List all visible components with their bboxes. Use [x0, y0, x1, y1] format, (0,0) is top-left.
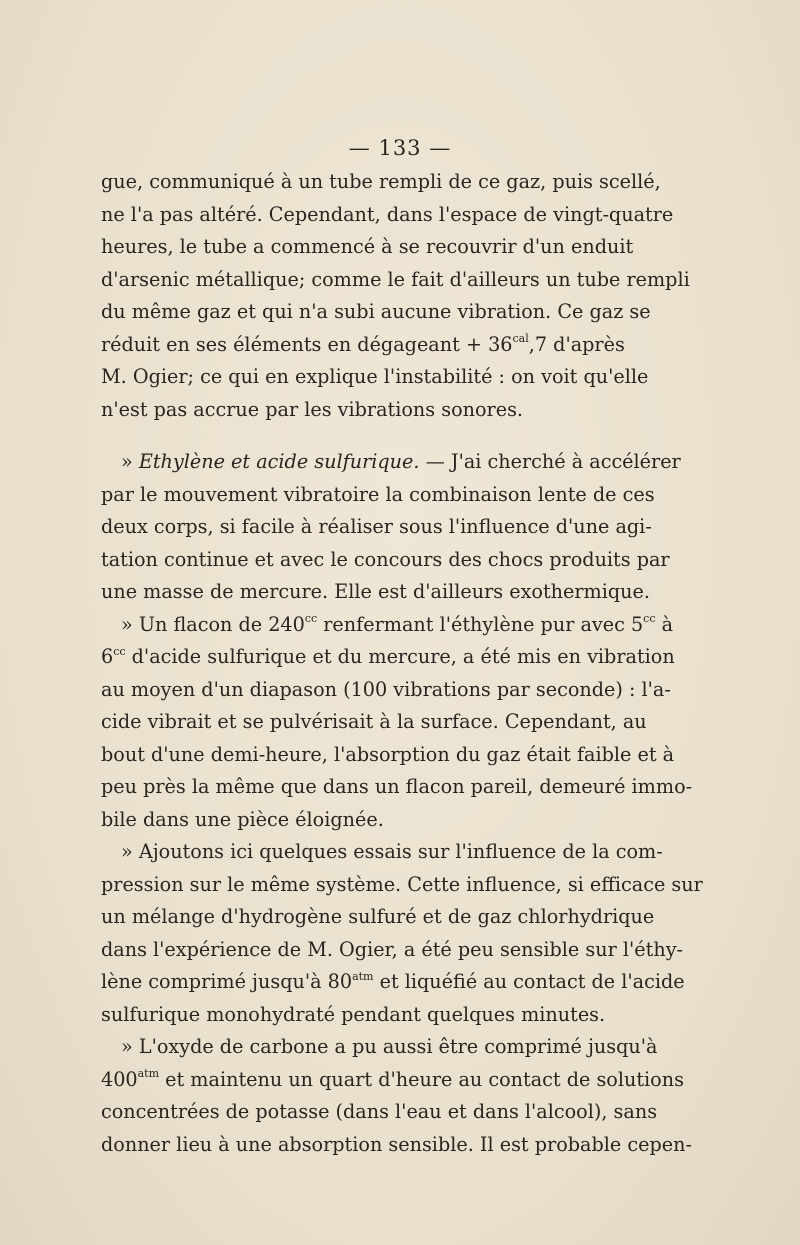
text-line: du même gaz et qui n'a subi aucune vibration. Ce gaz se	[101, 300, 651, 323]
text-line: » Ajoutons ici quelques essais sur l'influence de la com-	[121, 840, 663, 863]
superscript: cal	[512, 332, 529, 346]
text-line: donner lieu à une absorption sensible. Il est probable cepen-	[101, 1132, 692, 1156]
text-line: » L'oxyde de carbone a pu aussi être comprimé jusqu'à	[121, 1035, 658, 1058]
text-line: bile dans une pièce éloignée.	[101, 807, 384, 831]
text-line: une masse de mercure. Elle est d'ailleurs exothermique.	[101, 580, 650, 603]
page-number: — 133 —	[348, 136, 452, 160]
text-line: par le mouvement vibratoire la combinaison lente de ces	[101, 482, 655, 506]
text-line: » Un flacon de $240^{cc}$ renfermant l'éthylène pur avec $5^{cc}$ à	[121, 612, 674, 636]
text-line: sulfurique monohydraté pendant quelques minutes.	[101, 1002, 606, 1026]
text-line: tation continue et avec le concours des chocs produits par	[101, 547, 670, 571]
text-line: bout d'une demi-heure, l'absorption du gaz était faible et à	[101, 742, 675, 766]
superscript: atm	[352, 969, 374, 983]
superscript: cc	[304, 612, 318, 626]
text-line: ne l'a pas altéré. Cependant, dans l'espace de vingt-quatre	[101, 202, 674, 226]
text-line: M. Ogier; ce qui en explique l'instabilité : on voit qu'elle	[101, 365, 649, 388]
section-heading: Ethylène et acide sulfurique.	[138, 450, 420, 473]
text-line: deux corps, si facile à réaliser sous l'influence d'une agi-	[101, 515, 652, 538]
text-line: pression sur le même système. Cette influence, si efficace sur	[101, 872, 703, 896]
text-line: peu près la même que dans un flacon pareil, demeuré immo-	[101, 775, 693, 798]
text-line: au moyen d'un diapason (100 vibrations par seconde) : l'a-	[101, 677, 671, 701]
text-line: dans l'expérience de M. Ogier, a été peu sensible sur l'éthy-	[101, 937, 684, 961]
superscript: atm	[137, 1067, 160, 1081]
text-line: concentrées de potasse (dans l'eau et dans l'alcool), sans	[101, 1100, 658, 1123]
text-line: $400^{atm}$ et maintenu un quart d'heure au contact de solutions	[101, 1067, 684, 1091]
text-line: un mélange d'hydrogène sulfuré et de gaz chlorhydrique	[101, 905, 655, 928]
text-line: cide vibrait et se pulvérisait à la surface. Cependant, au	[101, 710, 647, 733]
text-line: d'arsenic métallique; comme le fait d'ailleurs un tube rempli	[101, 267, 690, 291]
body-text	[101, 166, 703, 1161]
text-line: » Ethylène et acide sulfurique. — J'ai cherché à accélérer	[121, 450, 681, 473]
superscript: cc	[643, 612, 656, 626]
text-line: heures, le tube a commencé à se recouvrir d'un enduit	[101, 235, 634, 258]
text-line: n'est pas accrue par les vibrations sonores.	[101, 397, 524, 421]
text-line: $6^{cc}$ d'acide sulfurique et du mercure, a été mis en vibration	[101, 644, 675, 668]
superscript: cc	[113, 644, 126, 658]
text-line: gue, communiqué à un tube rempli de ce gaz, puis scellé,	[101, 170, 661, 193]
text-line: lène comprimé jusqu'à $80^{atm}$ et liquéfié au contact de l'acide	[101, 969, 685, 993]
text-line: réduit en ses éléments en dégageant + $36^{cal},7$ d'après	[101, 332, 625, 356]
